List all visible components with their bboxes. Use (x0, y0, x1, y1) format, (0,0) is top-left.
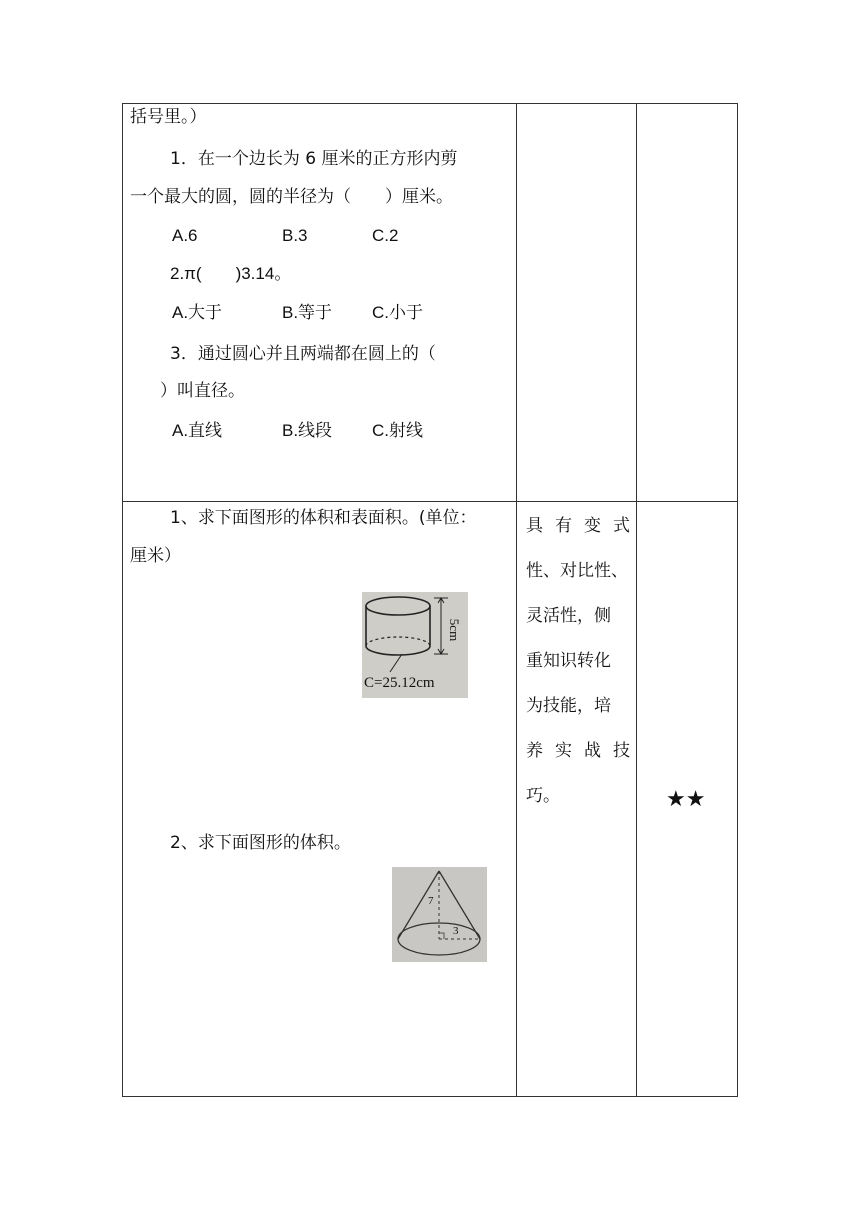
question-2-option-b: B.等于 (282, 303, 333, 322)
purpose-line-7: 巧。 (526, 786, 560, 806)
question-3-line-1: 3．通过圆心并且两端都在圆上的（ (170, 344, 436, 364)
purpose-line-3: 灵活性，侧 (526, 606, 611, 626)
question-2-option-c: C.小于 (372, 303, 423, 322)
question-1-option-a: A.6 (172, 226, 198, 245)
cylinder-figure (362, 592, 468, 698)
purpose-line-2: 性、对比性、 (526, 561, 628, 581)
problem-1-line-1: 1、求下面图形的体积和表面积。(单位： (170, 508, 477, 528)
question-3-option-b: B.线段 (282, 421, 333, 440)
question-2-line: 2.π( )3.14。 (170, 264, 292, 283)
cone-radius-label: 3 (453, 925, 459, 937)
cylinder-height-label: 5cm (447, 618, 462, 642)
question-3-option-c: C.射线 (372, 421, 423, 440)
cone-height-label: 7 (428, 895, 434, 907)
problem-1-line-2: 厘米） (130, 546, 181, 566)
question-1-line-1: 1．在一个边长为 6 厘米的正方形内剪 (170, 149, 458, 169)
question-1-line-2: 一个最大的圆，圆的半径为（ ）厘米。 (130, 187, 453, 207)
question-3-option-a: A.直线 (172, 421, 223, 440)
purpose-line-5: 为技能，培 (526, 696, 611, 716)
column-divider-2 (636, 104, 637, 1096)
cylinder-circumference-label: C=25.12cm (364, 675, 435, 691)
column-divider-1 (516, 104, 517, 1096)
question-3-line-2: ）叫直径。 (160, 381, 245, 401)
continued-instruction: 括号里。） (130, 107, 207, 127)
purpose-line-6: 养 实 战 技 (526, 741, 630, 761)
cone-figure (392, 867, 487, 962)
purpose-line-1: 具 有 变 式 (526, 516, 630, 536)
question-1-option-b: B.3 (282, 226, 308, 245)
difficulty-stars: ★★ (666, 787, 706, 812)
problem-2-line: 2、求下面图形的体积。 (170, 833, 351, 853)
row-divider (123, 501, 737, 502)
question-2-option-a: A.大于 (172, 303, 223, 322)
question-1-option-c: C.2 (372, 226, 399, 245)
purpose-line-4: 重知识转化 (526, 651, 611, 671)
